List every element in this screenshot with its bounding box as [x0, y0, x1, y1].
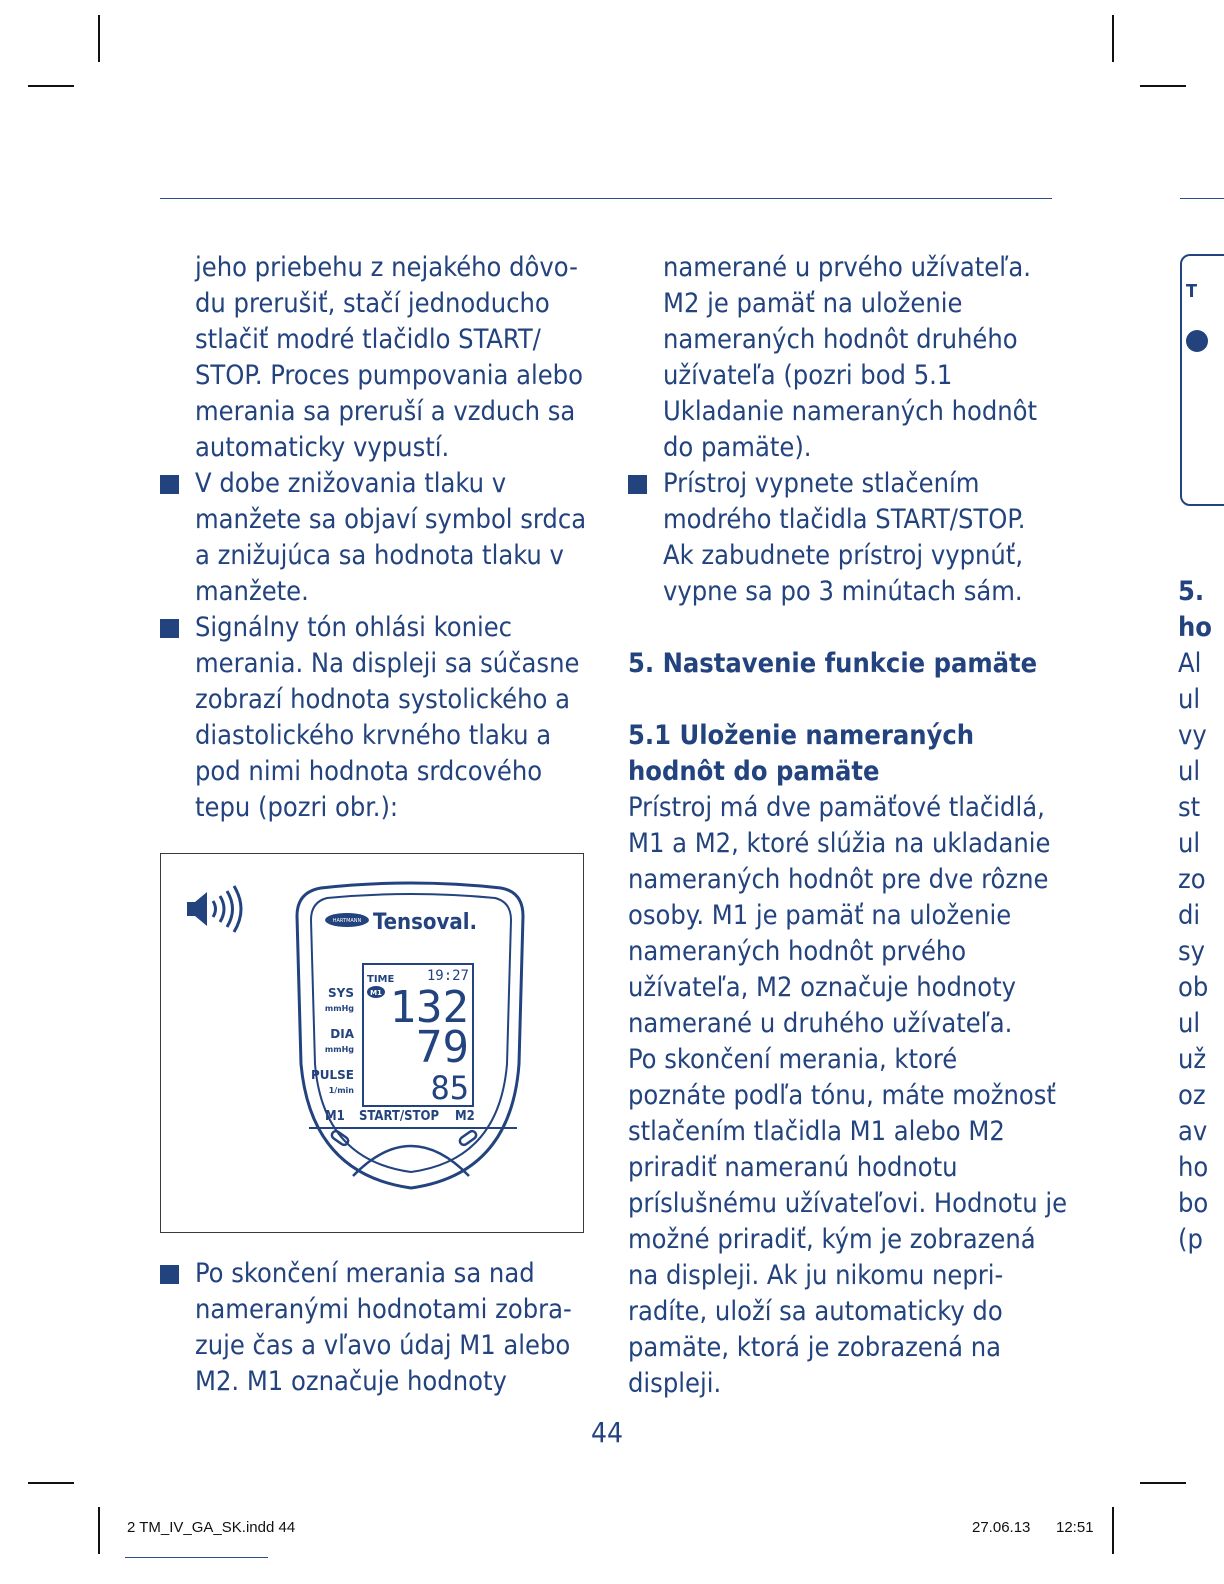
next-page-text-line: (p	[1178, 1224, 1203, 1255]
next-page-text	[1178, 646, 1224, 1258]
m1-button	[330, 1130, 349, 1147]
dia-value: 79	[416, 1022, 469, 1073]
dia-label: DIA	[330, 1027, 354, 1041]
bullet-item	[160, 610, 590, 826]
crop-mark-top-left-h	[28, 85, 74, 87]
crop-mark-top-right-v	[1112, 15, 1114, 62]
next-page-text-line: ob	[1178, 972, 1209, 1003]
bullet-square-icon	[160, 1265, 179, 1284]
bullet-square-icon	[628, 475, 647, 494]
crop-mark-bottom-right-h	[1140, 1482, 1186, 1484]
footer-filename: 2 TM_IV_GA_SK.indd 44	[127, 1519, 296, 1536]
next-page-text-line: ho	[1178, 1152, 1209, 1183]
device-figure	[160, 853, 584, 1233]
next-page-heading-b: ho	[1178, 612, 1212, 643]
bullet-item	[628, 466, 1068, 610]
next-page-heading-a: 5.	[1178, 576, 1205, 607]
next-page-text-line: ul	[1178, 828, 1201, 859]
subsection-heading: 5.1 Uloženie nameraných hodnôt do pamäte	[628, 720, 975, 787]
svg-text:M1: M1	[370, 989, 382, 997]
next-page-text-line: ul	[1178, 1008, 1201, 1039]
pulse-value: 85	[430, 1069, 469, 1107]
page-number: 44	[590, 1416, 624, 1449]
m1-label: M1	[325, 1109, 345, 1124]
header-rule-next-page	[1180, 198, 1224, 199]
next-page-text-line: už	[1178, 1044, 1207, 1075]
bullet-square-icon	[160, 475, 179, 494]
footer-date: 27.06.13	[972, 1519, 1031, 1536]
bullet-item	[160, 1256, 590, 1400]
column-left	[160, 250, 590, 826]
tab-icon	[1186, 330, 1208, 352]
pulse-label: PULSE	[310, 1068, 354, 1082]
startstop-label: START/STOP	[359, 1109, 440, 1124]
next-page-text-line: st	[1178, 792, 1201, 823]
sys-value: 132	[389, 982, 469, 1033]
svg-text:HARTMANN: HARTMANN	[332, 918, 362, 924]
time-value: 19:27	[426, 968, 469, 984]
paragraph-continued: namerané u prvého užívateľa. M2 je pamäť na uloženie nameraných hodnôt druhého užívateľa (pozri bod 5.1 Ukladanie nameraných hodnôt do pamäte).	[663, 252, 1038, 463]
sys-unit: mmHg	[324, 1004, 354, 1013]
next-page-text-line: di	[1178, 900, 1201, 931]
sys-label: SYS	[328, 986, 354, 1000]
tab-letter: T	[1186, 281, 1198, 302]
crop-mark-top-left-v	[98, 15, 100, 62]
paragraph-memory: Prístroj má dve pamäťové tlačidlá, M1 a M2, ktoré slúžia na ukladanie nameraných hodnôt pre dve rôzne osoby. M1 je pamäť na uloženie nameraných hodnôt prvého užívateľa, M2 označuje hodnoty namerané u druhého užívateľa. Po skončení merania, ktoré poznáte podľa tónu, máte možnosť stlačením tlačidla M1 alebo M2 priradiť nameranú hodnotu príslušnému užívateľovi. Hodnotu je možné priradiť, kým je zobrazená na displeji. Ak ju nikomu nepri- radíte, uloží sa automaticky do pamäte, ktorá je zobrazená na displeji.	[628, 792, 1068, 1399]
bullet-text: V dobe znižovania tlaku v manžete sa objaví symbol srdca a znižujúca sa hodnota tlaku v manžete.	[195, 468, 587, 607]
next-page-text-line: Al	[1178, 648, 1202, 679]
time-label: TIME	[367, 974, 395, 985]
bullet-item	[160, 466, 590, 610]
bullet-text: Prístroj vypnete stlačením modrého tlačidla START/STOP. Ak zabudnete prístroj vypnúť, vypne sa po 3 minútach sám.	[663, 468, 1026, 607]
brand-name: Tensoval.	[373, 910, 478, 935]
speaker-sound-icon	[187, 886, 241, 932]
next-page-text-line: sy	[1178, 936, 1206, 967]
section-heading: 5. Nastavenie funkcie pamäte	[628, 648, 1038, 679]
pulse-unit: 1/min	[328, 1086, 354, 1095]
next-page-text-line: vy	[1178, 720, 1207, 751]
footer-rule	[125, 1557, 268, 1558]
header-rule	[160, 198, 1052, 199]
paragraph-intro: jeho priebehu z nejakého dôvo- du prerušiť, stačí jednoducho stlačiť modré tlačidlo START/ STOP. Proces pumpovania alebo merania sa preruší a vzduch sa automaticky vypustí.	[195, 252, 583, 463]
m2-label: M2	[455, 1109, 475, 1124]
dia-unit: mmHg	[324, 1045, 354, 1054]
crop-mark-bottom-left-h	[28, 1482, 74, 1484]
blood-pressure-monitor-illustration	[161, 854, 582, 1231]
bullet-text: Po skončení merania sa nad nameranými hodnotami zobra- zuje čas a vľavo údaj M1 alebo M2. M1 označuje hodnoty	[195, 1258, 572, 1397]
next-page-text-line: av	[1178, 1116, 1208, 1147]
next-page-text-line: oz	[1178, 1080, 1206, 1111]
footer-time: 12:51	[1056, 1519, 1094, 1536]
crop-mark-top-right-h	[1140, 85, 1186, 87]
column-left-lower	[160, 1256, 590, 1400]
next-page-text-line: ul	[1178, 684, 1201, 715]
next-page-text-line: ul	[1178, 756, 1201, 787]
crop-mark-bottom-right-v	[1112, 1507, 1114, 1554]
bullet-square-icon	[160, 619, 179, 638]
bullet-text: Signálny tón ohlási koniec merania. Na displeji sa súčasne zobrazí hodnota systolického a diastolického krvného tlaku a pod nimi hodnota srdcového tepu (pozri obr.):	[195, 612, 580, 823]
next-page-text-line: zo	[1178, 864, 1206, 895]
crop-mark-bottom-left-v	[98, 1507, 100, 1554]
next-page-text-line: bo	[1178, 1188, 1209, 1219]
column-right	[628, 250, 1068, 1402]
